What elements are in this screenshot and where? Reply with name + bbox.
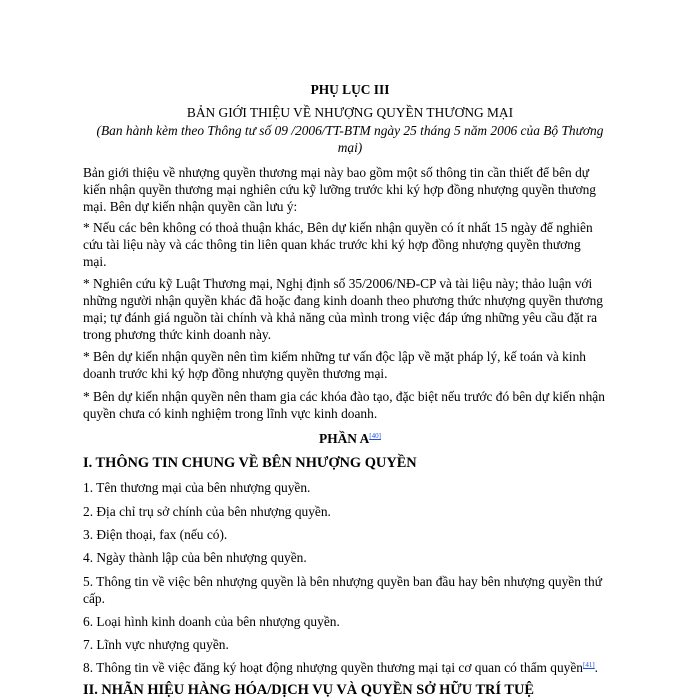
footnote-link-41[interactable]: [41] [583,661,595,669]
appendix-label: PHỤ LỤC III [310,82,390,97]
section-2-heading: II. NHÃN HIỆU HÀNG HÓA/DỊCH VỤ VÀ QUYỀN SỞ HỮU TRÍ TUỆ [83,682,534,698]
section-1-item-6: 6. Loại hình kinh doanh của bên nhượng quyền. [83,614,340,629]
intro-p3-line-1: * Nghiên cứu kỹ Luật Thương mại, Nghị định số 35/2006/NĐ-CP và tài liệu này; thảo luận với [83,276,593,291]
section-1-item-2: 2. Địa chỉ trụ sở chính của bên nhượng quyền. [83,504,331,519]
section-1-item-3: 3. Điện thoại, fax (nếu có). [83,527,228,542]
intro-p5-line-1: * Bên dự kiến nhận quyền nên tham gia các khóa đào tạo, đặc biệt nếu trước đó bên dự kiến nhận [83,389,605,404]
intro-p1-line-1: Bản giới thiệu về nhượng quyền thương mại này bao gồm một số thông tin cần thiết để bên dự [83,165,590,180]
section-1-item-7: 7. Lĩnh vực nhượng quyền. [83,637,229,652]
section-1-item-8 [83,660,598,676]
section-1-item-4: 4. Ngày thành lập của bên nhượng quyền. [83,550,307,565]
intro-p5-line-2: quyền chưa có kinh nghiệm trong lĩnh vực kinh doanh. [83,406,378,421]
intro-p3-line-2: những người nhận quyền khác đã hoặc đang kinh doanh theo phương thức nhượng quyền thương [83,293,603,308]
intro-p2-line-2: cứu tài liệu này và các thông tin liên quan khác trước khi ký hợp đồng nhượng quyền thương [83,237,581,252]
intro-p1-line-2: kiến nhận quyền thương mại nghiên cứu kỹ lưỡng trước khi ký hợp đồng nhượng quyền thương [83,182,596,197]
section-1-item-8-end: . [594,660,599,675]
section-1-item-5-line-1: 5. Thông tin về việc bên nhượng quyền là bên nhượng quyền ban đầu hay bên nhượng quyền thứ [83,574,602,589]
intro-p4-line-2: doanh trước khi ký hợp đồng nhượng quyền thương mại. [83,366,388,381]
issued-note-line-2: mại) [337,140,363,155]
section-1-item-5-line-2: cấp. [83,591,105,606]
intro-p1-line-3: mại. Bên dự kiến nhận quyền cần lưu ý: [83,199,298,214]
part-a-label: PHẦN A [319,431,370,446]
document-title: BẢN GIỚI THIỆU VỀ NHƯỢNG QUYỀN THƯƠNG MẠI [186,105,514,120]
intro-p3-line-3: mại; tự đánh giá nguồn tài chính và khả năng của mình trong việc đáp ứng những yêu cầu đặt ra [83,310,598,325]
intro-p4-line-1: * Bên dự kiến nhận quyền nên tìm kiếm những tư vấn độc lập về mặt pháp lý, kế toán và kinh [83,349,586,364]
intro-p2-line-1: * Nếu các bên không có thoả thuận khác, Bên dự kiến nhận quyền có ít nhất 15 ngày để nghiên [83,220,593,235]
section-1-heading: I. THÔNG TIN CHUNG VỀ BÊN NHƯỢNG QUYỀN [83,455,417,471]
intro-p3-line-4: trong phương thức kinh doanh này. [83,327,272,342]
part-a-heading [0,431,700,447]
issued-note-line-1: (Ban hành kèm theo Thông tư số 09 /2006/TT-BTM ngày 25 tháng 5 năm 2006 của Bộ Thương [96,123,604,138]
section-1-item-1: 1. Tên thương mại của bên nhượng quyền. [83,480,311,495]
section-1-item-8-text: 8. Thông tin về việc đăng ký hoạt động nhượng quyền thương mại tại cơ quan có thẩm quyền [83,660,583,675]
footnote-link-40[interactable]: [40] [369,432,381,440]
intro-p2-line-3: mại. [83,254,107,269]
